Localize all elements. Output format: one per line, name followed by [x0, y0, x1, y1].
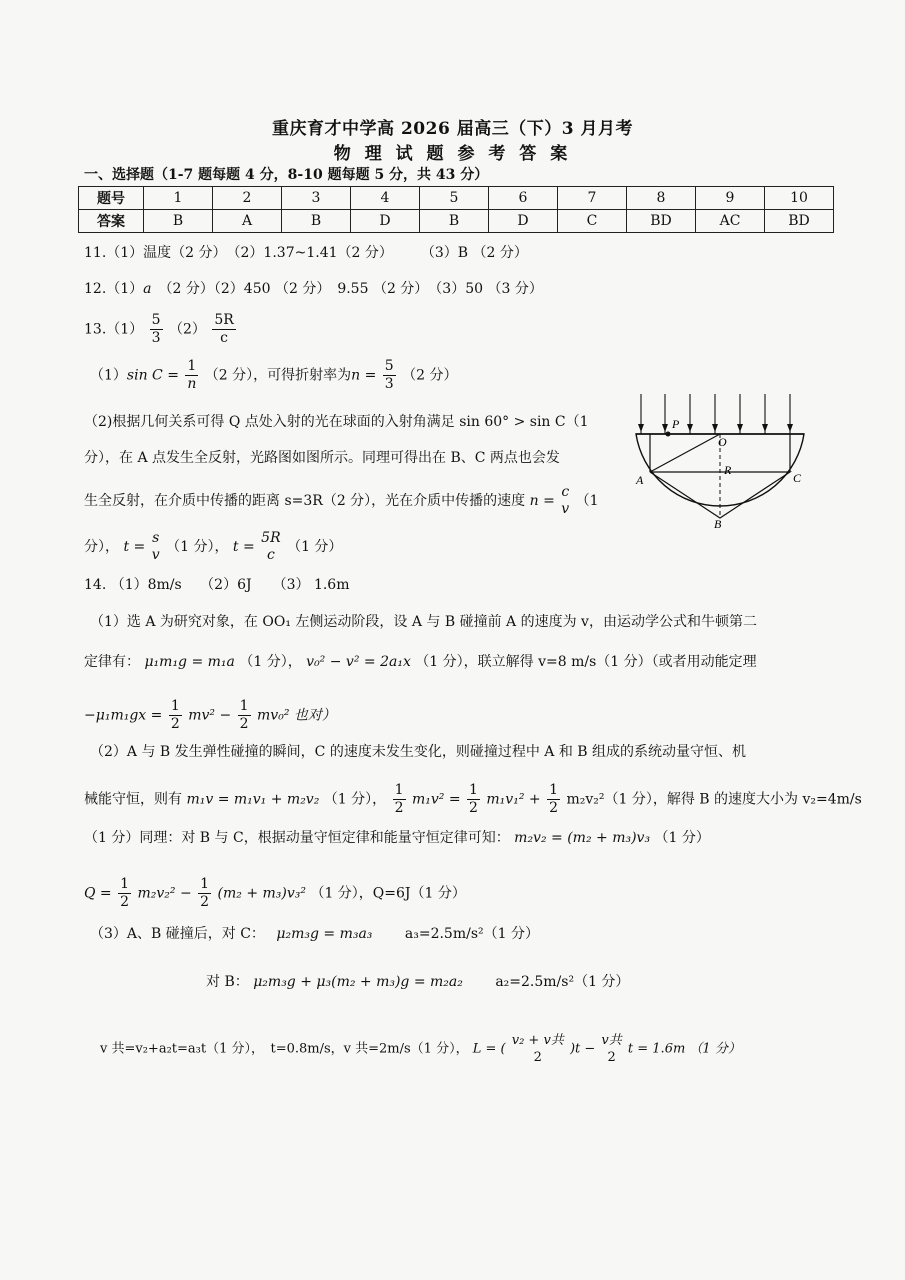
table-cell: D	[489, 210, 558, 233]
denominator: 2	[533, 1050, 542, 1065]
optics-diagram	[628, 388, 813, 530]
numerator: s	[152, 530, 160, 546]
fraction	[383, 358, 396, 393]
table-cell: A	[213, 210, 282, 233]
equation: Q =	[84, 885, 112, 902]
equation: (m₂ + m₃)v₃²	[217, 885, 306, 902]
equation: v₀² − v² = 2a₁x	[306, 654, 411, 670]
q14-answer: 14. （1）8m/s （2）6J （3） 1.6m	[84, 577, 350, 593]
denominator: v	[561, 501, 570, 517]
q13-part1	[90, 358, 458, 393]
denominator: 3	[151, 330, 161, 346]
fraction	[185, 358, 198, 393]
equation: m₁v = m₁v₁ + m₂v₂	[186, 791, 320, 808]
text: （1 分），联立解得 v=8 m/s（1 分）（或者用动能定理	[415, 654, 757, 670]
q14-part2-line2	[84, 782, 862, 817]
label-o: O	[718, 435, 727, 449]
text: （1 分）同理：对 B 与 C，根据动量守恒定律和能量守恒定律可知：	[84, 830, 510, 846]
text: （1）	[90, 367, 127, 384]
text: 分），	[84, 539, 119, 555]
denominator: n	[187, 376, 197, 392]
q13-part2-line3	[84, 484, 599, 518]
equation: m₂v₂ = (m₂ + m₃)v₃	[514, 830, 651, 846]
q13-part2-line2: 分），在 A 点发生全反射，光路图如图所示。同理可得出在 B、C 两点也会发	[84, 450, 560, 466]
denominator: 2	[200, 894, 210, 910]
numerator: 1	[549, 782, 558, 798]
equation: t =	[232, 539, 255, 555]
text: （2 分）	[402, 367, 458, 384]
equation: n =	[351, 367, 377, 384]
table-cell: 9	[696, 187, 765, 210]
text: 生全反射，在介质中传播的距离 s=3R（2 分），光在介质中传播的速度	[84, 493, 526, 509]
fraction	[393, 782, 406, 817]
numerator: 1	[200, 876, 210, 892]
numerator: 1	[187, 358, 197, 374]
q11-answer: 11.（1）温度（2 分） （2）1.37~1.41（2 分） （3）B （2 分）	[84, 245, 528, 261]
equation: sin C =	[126, 367, 179, 384]
numerator: v₂ + v共	[511, 1033, 564, 1048]
table-header-cell: 题号	[79, 187, 144, 210]
text: （1 分）	[654, 830, 710, 846]
text: a₃=2.5m/s²（1 分）	[404, 926, 539, 942]
denominator: 2	[549, 800, 558, 816]
text: 定律有：	[84, 654, 140, 670]
table-cell: B	[282, 210, 351, 233]
table-cell: 1	[144, 187, 213, 210]
q12-answer	[84, 279, 543, 299]
text: （1 分），	[323, 791, 387, 808]
equation: mv₀² 也对）	[257, 707, 336, 724]
fraction	[169, 698, 182, 733]
denominator: 2	[607, 1050, 616, 1065]
table-cell: C	[558, 210, 627, 233]
table-header-cell: 答案	[79, 210, 144, 233]
table-cell: 2	[213, 187, 282, 210]
equation: t =	[123, 539, 146, 555]
point-p-marker	[666, 432, 671, 437]
table-cell: 6	[489, 187, 558, 210]
numerator: 1	[394, 782, 404, 798]
label-a: A	[636, 473, 644, 487]
text: 对 B：	[206, 974, 249, 990]
q13-label2: （2）	[169, 321, 206, 338]
numerator: 5	[151, 312, 161, 328]
equation: mv² −	[188, 707, 232, 724]
text: （1 分）	[287, 539, 343, 555]
text: a₂=2.5m/s²（1 分）	[495, 974, 630, 990]
q14-part1-line1: （1）选 A 为研究对象，在 OO₁ 左侧运动阶段，设 A 与 B 碰撞前 A 的速度为 v，由运动学公式和牛顿第二	[90, 614, 757, 630]
denominator: v	[151, 547, 160, 563]
denominator: c	[220, 330, 229, 346]
numerator: c	[561, 484, 570, 500]
fraction	[512, 1032, 564, 1066]
table-cell: AC	[696, 210, 765, 233]
text: m₂v₂²（1 分），解得 B 的速度大小为 v₂=4m/s	[566, 791, 862, 808]
table-cell: 5	[420, 187, 489, 210]
equation: m₁v₁² +	[486, 791, 541, 808]
q13-answer	[84, 312, 238, 347]
table-row-answers	[79, 210, 834, 233]
numerator: 5R	[214, 312, 234, 328]
numerator: 1	[239, 698, 249, 714]
q14-part3-line3	[100, 1032, 741, 1066]
table-cell: BD	[627, 210, 696, 233]
denominator: 2	[120, 894, 130, 910]
equation: μ₂m₃g + μ₃(m₂ + m₃)g = m₂a₂	[253, 974, 463, 990]
equation: −μ₁m₁gx =	[84, 707, 163, 724]
table-cell: D	[351, 210, 420, 233]
text: 械能守恒，则有	[84, 791, 182, 808]
equation: )t −	[569, 1041, 596, 1057]
table-cell: 4	[351, 187, 420, 210]
text: （1 分），	[239, 654, 302, 670]
fraction	[547, 782, 560, 817]
table-cell: 10	[765, 187, 834, 210]
equation: μ₂m₃g = m₃a₃	[276, 926, 373, 942]
numerator: 1	[120, 876, 130, 892]
fraction	[467, 782, 480, 817]
denominator: 2	[394, 800, 404, 816]
q14-part2-line1: （2）A 与 B 发生弹性碰撞的瞬间，C 的速度未发生变化，则碰撞过程中 A 和 B 组成的系统动量守恒、机	[90, 744, 747, 760]
numerator: 1	[170, 698, 180, 714]
table-cell: BD	[765, 210, 834, 233]
q14-part3-line1	[90, 924, 539, 944]
text: （1	[575, 493, 599, 509]
denominator: c	[266, 547, 275, 563]
equation: m₁v² =	[411, 791, 461, 808]
q13-part2-line1: （2)根据几何关系可得 Q 点处入射的光在球面的入射角满足 sin 60° > sin C（1	[84, 414, 589, 430]
table-cell: 8	[627, 187, 696, 210]
q12-prefix: 12.（1）	[84, 281, 144, 297]
text: （3）A、B 碰撞后，对 C：	[90, 926, 258, 942]
q14-part1-line2	[84, 652, 757, 672]
denominator: 2	[239, 716, 249, 732]
fraction	[198, 876, 211, 911]
q14-part3-line2	[206, 972, 629, 992]
label-p: P	[672, 417, 680, 431]
text: （1 分），Q=6J（1 分）	[310, 885, 466, 902]
label-c: C	[793, 471, 802, 485]
fraction	[152, 530, 160, 564]
fraction	[118, 876, 131, 911]
q12-rest: （2 分）（2）450 （2 分） 9.55 （2 分） （3）50 （3 分）	[165, 281, 543, 297]
label-b: B	[714, 517, 722, 530]
page-subtitle: 物 理 试 题 参 考 答 案	[333, 144, 572, 164]
table-cell: B	[144, 210, 213, 233]
numerator: 5	[384, 358, 394, 374]
numerator: 1	[469, 782, 478, 798]
equation: L = (	[472, 1041, 506, 1057]
numerator: v共	[601, 1033, 622, 1048]
equation: μ₁m₁g = m₁a	[144, 654, 235, 670]
table-cell: B	[420, 210, 489, 233]
fraction	[212, 312, 235, 347]
denominator: 2	[469, 800, 478, 816]
q14-part2-line3	[84, 828, 710, 848]
fraction	[261, 530, 280, 564]
fraction	[238, 698, 251, 733]
label-r: R	[724, 463, 732, 477]
table-cell: 3	[282, 187, 351, 210]
table-cell: 7	[558, 187, 627, 210]
q14-part1-line3	[84, 698, 336, 733]
denominator: 3	[384, 376, 394, 392]
equation: n =	[529, 493, 555, 509]
fraction	[150, 312, 163, 347]
answer-table	[78, 186, 834, 233]
q13-part2-line4	[84, 530, 342, 564]
fraction	[561, 484, 569, 518]
equation: t = 1.6m （1 分）	[627, 1041, 741, 1057]
q14-part2-line4	[84, 876, 466, 911]
section-heading: 一、选择题（1-7 题每题 4 分，8-10 题每题 5 分，共 43 分）	[84, 167, 489, 183]
q12-var: a	[143, 281, 152, 297]
numerator: 5R	[261, 530, 281, 546]
equation: m₂v₂² −	[137, 885, 192, 902]
text: v 共=v₂+a₂t=a₃t（1 分）， t=0.8m/s，v 共=2m/s（1 分），	[100, 1041, 469, 1057]
q13-label: 13.（1）	[84, 321, 144, 338]
fraction	[601, 1032, 621, 1066]
text: （2 分），可得折射率为	[204, 367, 352, 384]
denominator: 2	[170, 716, 180, 732]
table-row-numbers	[79, 187, 834, 210]
text: （1 分），	[166, 539, 229, 555]
page-title: 重庆育才中学高 2026 届高三（下）3 月月考	[272, 119, 633, 139]
